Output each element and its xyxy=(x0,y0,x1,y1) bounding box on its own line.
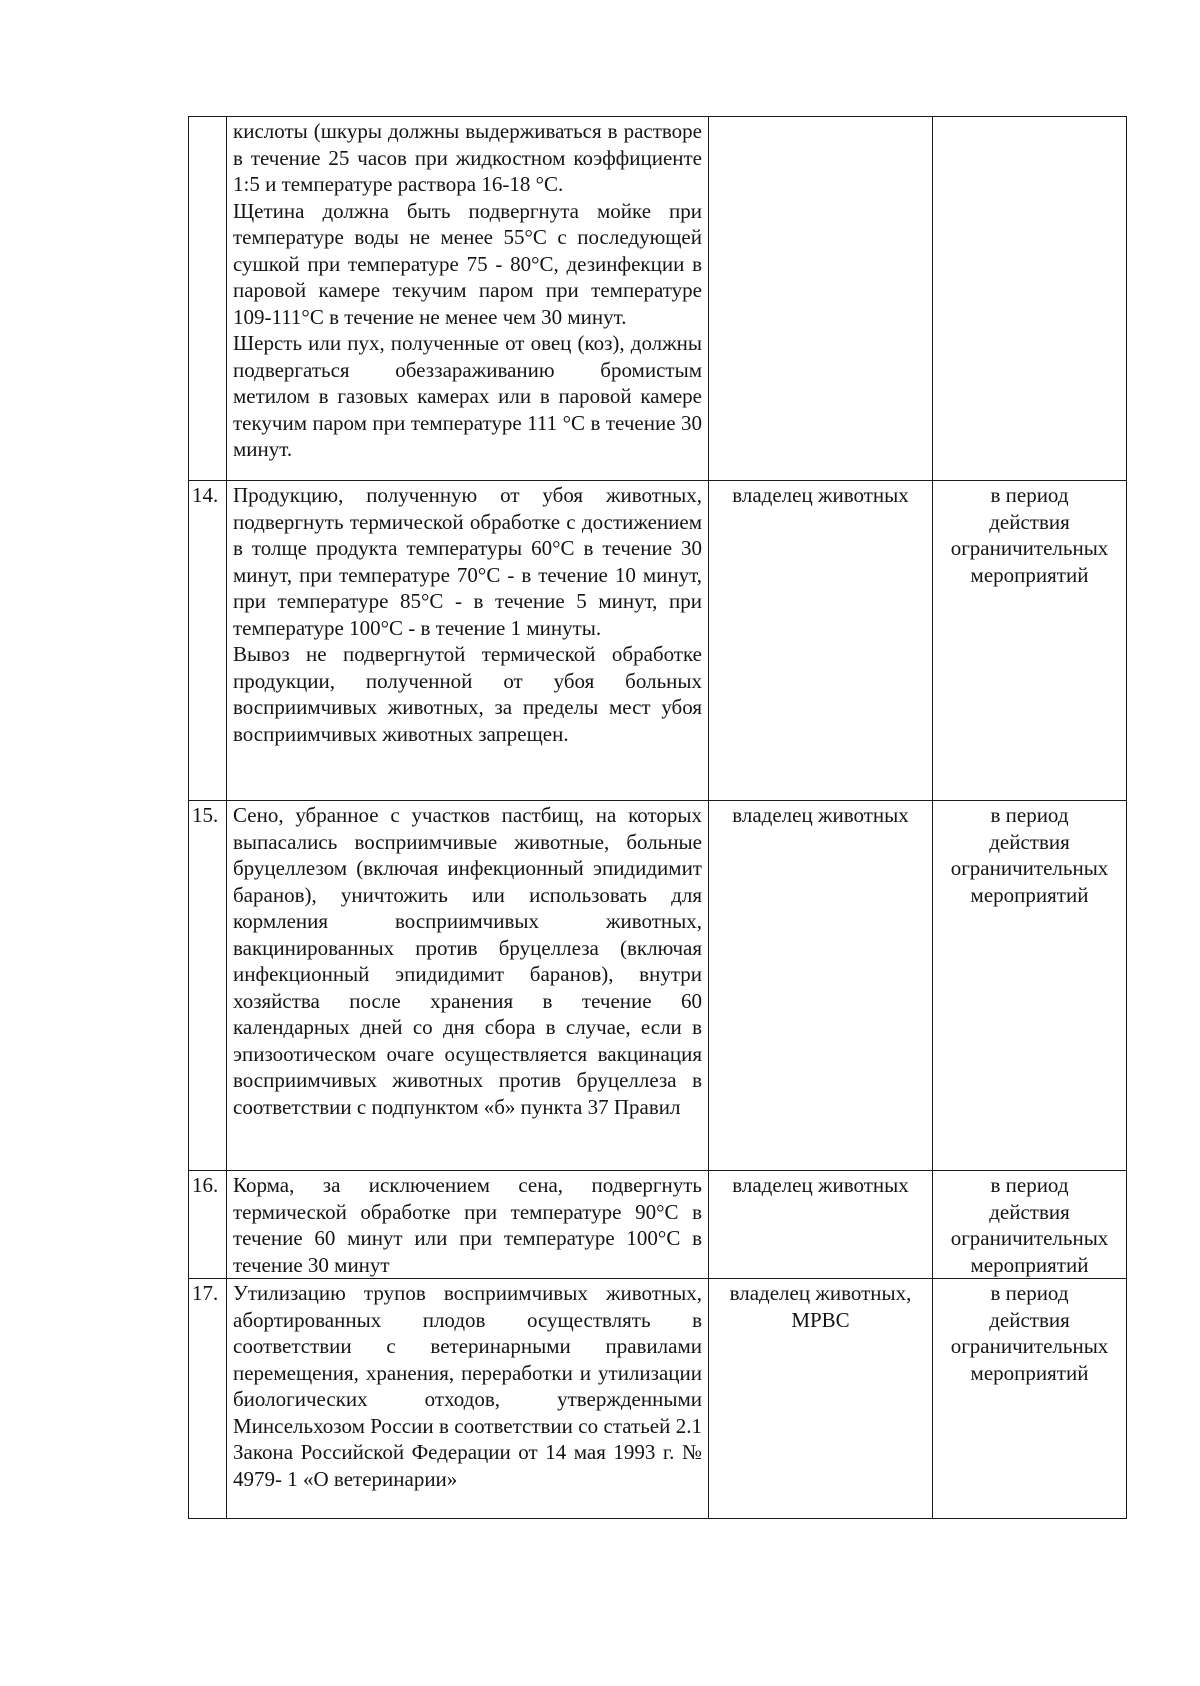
responsible-party: владелец животных xyxy=(709,801,933,1171)
measure-paragraph: Щетина должна быть подвергнута мойке при температуре воды не менее 55°С с последующей сушкой при температуре 75 - 80°С, дезинфекции в паровой камере текучим паром при температуре 109-111°С в течение не менее чем 30 минут. xyxy=(233,198,702,329)
measure-paragraph: Шерсть или пух, полученные от овец (коз), должны подвергаться обеззараживанию бромистым метилом в газовых камерах или в паровой камере текучим паром при температуре 111 °С в течение 30 минут. xyxy=(233,331,702,461)
table-row xyxy=(189,117,1127,481)
table-row xyxy=(189,1279,1127,1519)
table-row xyxy=(189,1171,1127,1279)
table-row xyxy=(189,801,1127,1171)
measure-text xyxy=(227,117,709,481)
measure-paragraph: Корма, за исключением сена, подвергнуть термической обработке при температуре 90°С в течение 60 минут или при температуре 100°С в течение 30 минут xyxy=(233,1173,702,1277)
row-number xyxy=(189,117,227,481)
measure-text xyxy=(227,1279,709,1519)
measures-table xyxy=(188,116,1127,1519)
period-cell: в период действия ограничительных мероприятий xyxy=(933,1279,1127,1519)
period-cell xyxy=(933,117,1127,481)
responsible-party xyxy=(709,117,933,481)
measure-text xyxy=(227,1171,709,1279)
measure-paragraph: Вывоз не подвергнутой термической обработке продукции, полученной от убоя больных восприимчивых животных, за пределы мест убоя восприимчивых животных запрещен. xyxy=(233,642,702,746)
period-cell: в период действия ограничительных мероприятий xyxy=(933,801,1127,1171)
row-number: 15. xyxy=(189,801,227,1171)
measure-paragraph: кислоты (шкуры должны выдерживаться в растворе в течение 25 часов при жидкостном коэффициенте 1:5 и температуре раствора 16-18 °С. xyxy=(233,119,702,196)
row-number: 17. xyxy=(189,1279,227,1519)
measure-paragraph: Утилизацию трупов восприимчивых животных, абортированных плодов осуществлять в соответствии с ветеринарными правилами перемещения, хранения, переработки и утилизации биологических отходов, утвержденными Минсельхозом России в соответствии со статьей 2.1 Закона Российской Федерации от 14 мая 1993 г. № 4979- 1 «О ветеринарии» xyxy=(233,1281,702,1491)
measure-paragraph: Сено, убранное с участков пастбищ, на которых выпасались восприимчивые животные, больные бруцеллезом (включая инфекционный эпидидимит баранов), уничтожить или использовать для кормления восприимчивых животных, вакцинированных против бруцеллеза (включая инфекционный эпидидимит баранов), внутри хозяйства после хранения в течение 60 календарных дней со дня сбора в случае, если в эпизоотическом очаге осуществляется вакцинация восприимчивых животных против бруцеллеза в соответствии с подпунктом «б» пункта 37 Правил xyxy=(233,803,702,1119)
measure-paragraph: Продукцию, полученную от убоя животных, подвергнуть термической обработке с достижением в толще продукта температуры 60°С в течение 30 минут, при температуре 70°С - в течение 10 минут, при температуре 85°С - в течение 5 минут, при температуре 100°С - в течение 1 минуты. xyxy=(233,483,702,640)
table-row xyxy=(189,481,1127,801)
responsible-party: владелец животных, МРВС xyxy=(709,1279,933,1519)
period-cell: в период действия ограничительных мероприятий xyxy=(933,481,1127,801)
measure-text xyxy=(227,481,709,801)
responsible-party: владелец животных xyxy=(709,1171,933,1279)
period-cell: в период действия ограничительных мероприятий xyxy=(933,1171,1127,1279)
row-number: 14. xyxy=(189,481,227,801)
measure-text xyxy=(227,801,709,1171)
row-number: 16. xyxy=(189,1171,227,1279)
responsible-party: владелец животных xyxy=(709,481,933,801)
